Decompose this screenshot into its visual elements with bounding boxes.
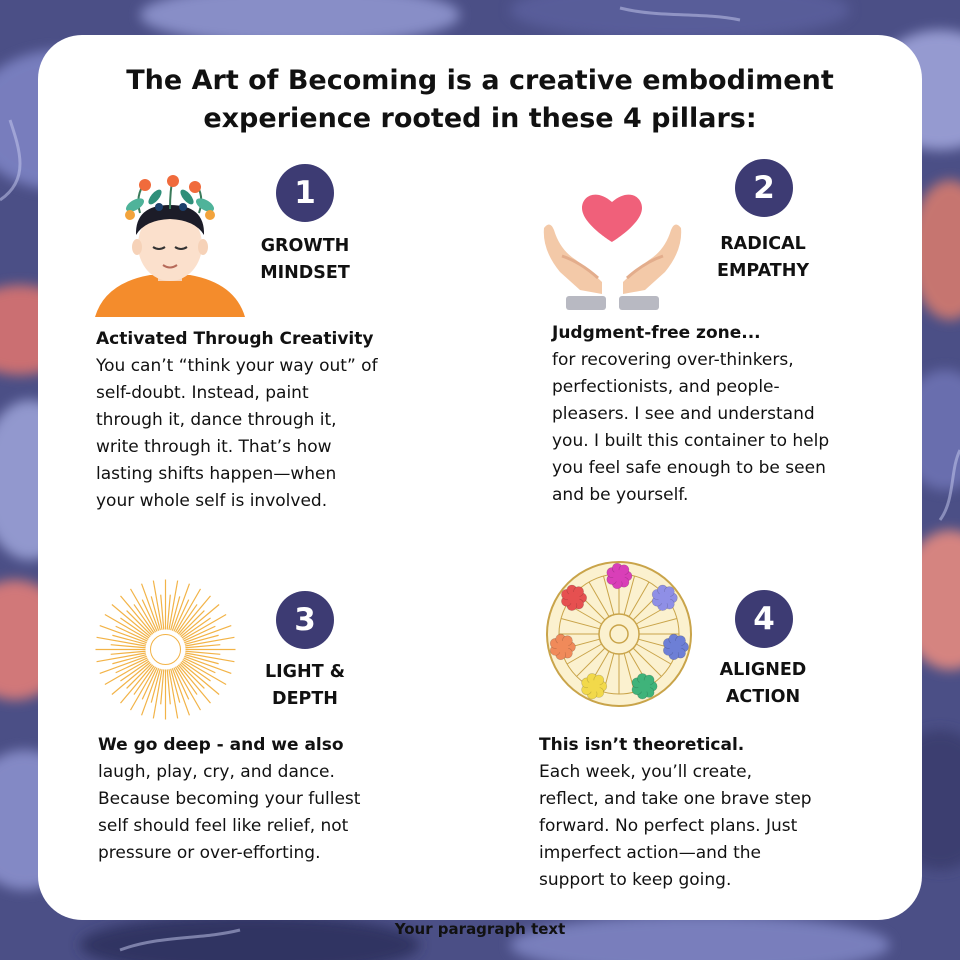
pillar-3-body-line: laugh, play, cry, and dance. [98,762,335,782]
pillar-1-body-line: through it, dance through it, [96,410,337,430]
footer-paragraph-text: Your paragraph text [394,920,566,938]
pillar-1-body-line: your whole self is involved. [96,491,328,511]
pillar-1-number: 1 [276,164,334,222]
pillar-4-body-line: Each week, you’ll create, [539,762,753,782]
pillar-2-body-line: and be yourself. [552,485,689,505]
chakra-wheel-icon [540,555,698,713]
pillar-1-name-line-2: MINDSET [260,263,350,283]
pillar-1-name-line-1: GROWTH [260,236,350,256]
pillar-3-name-line-1: LIGHT & DEPTH [265,662,345,709]
pillar-2-body-line: you feel safe enough to be seen [552,458,826,478]
pillar-1-body-line: lasting shifts happen—when [96,464,337,484]
pillar-2-body-line: perfectionists, and people- [552,377,780,397]
title-line-2: experience rooted in these 4 pillars: [203,103,757,134]
pillar-3-body-line: self should feel like relief, not [98,816,349,836]
pillar-1-description [96,326,396,515]
pillar-4-number: 4 [735,590,793,648]
pillar-3-number: 3 [276,591,334,649]
pillar-4-name [700,657,826,711]
pillar-3-name [232,659,378,713]
pillar-2-name-line-2: EMPATHY [716,261,810,281]
pillar-4-body-line: reflect, and take one brave step [539,789,812,809]
pillar-4-description [539,732,839,894]
title-line-1: The Art of Becoming is a creative embodiment [126,65,834,96]
pillar-1-heading: Activated Through Creativity [96,329,374,349]
pillar-2-body-line: you. I built this container to help [552,431,830,451]
pillar-1-body-line: self-doubt. Instead, paint [96,383,309,403]
pillar-4-name-line-1: ALIGNED [719,660,807,680]
pillar-4-body-line: forward. No perfect plans. Just [539,816,798,836]
pillar-3-body-line: Because becoming your fullest [98,789,361,809]
hands-heart-icon [540,190,685,315]
pillar-2-heading: Judgment-free zone... [552,323,761,343]
person-flower-head-icon [95,175,245,317]
pillar-2-body-line: pleasers. I see and understand [552,404,815,424]
pillar-4-name-line-2: ACTION [725,687,801,707]
pillar-1-body-line: write through it. That’s how [96,437,332,457]
pillar-3-description [98,732,398,867]
pillar-4-body-line: imperfect action—and the [539,843,761,863]
pillar-4-heading: This isn’t theoretical. [539,735,745,755]
page-title [0,62,960,138]
pillar-3-body-line: pressure or over-efforting. [98,843,321,863]
pillar-2-description [552,320,852,509]
pillar-2-name-line-1: RADICAL [720,234,806,254]
pillar-2-number: 2 [735,159,793,217]
pillar-3-heading: We go deep - and we also [98,735,344,755]
pillar-1-body-line: You can’t “think your way out” of [96,356,378,376]
pillar-2-name [700,231,826,285]
pillar-1-name [245,233,365,287]
sunburst-icon [93,577,238,722]
pillar-2-body-line: for recovering over-thinkers, [552,350,794,370]
pillar-4-body-line: support to keep going. [539,870,732,890]
